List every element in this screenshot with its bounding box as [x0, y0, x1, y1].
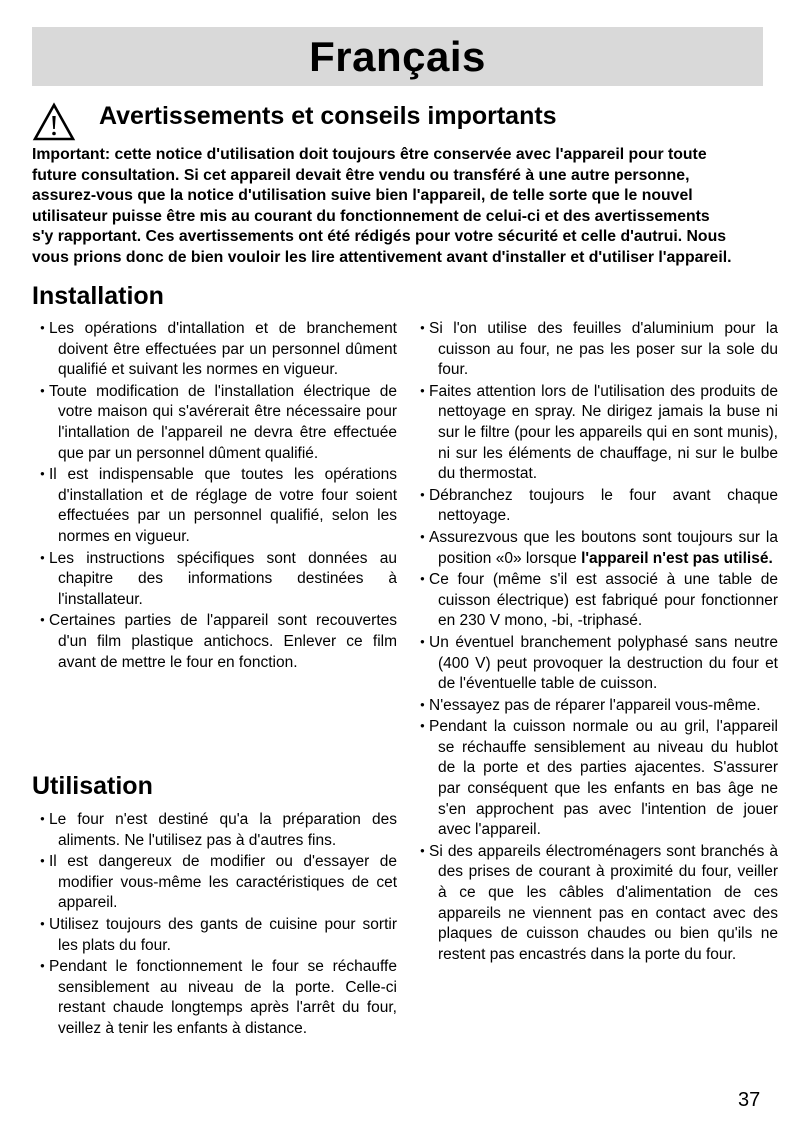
intro-line: future consultation. Si cet appareil devait être vendu ou transféré à une autre personne, [32, 166, 690, 184]
intro-line: vous prions donc de bien vouloir les lire attentivement avant d'installer et d'utiliser l'appareil. [32, 248, 732, 266]
intro-paragraph [32, 145, 778, 269]
intro-line: assurez-vous que la notice d'utilisation suive bien l'appareil, de telle sorte que le nouvel [32, 187, 693, 205]
list-item [412, 527, 778, 569]
list-item: ● Les opérations d'intallation et de branchement doivent être effectuées par un personnel dûment qualifié et suivant les normes en vigueur. [32, 318, 397, 381]
list-item: ● N'essayez pas de réparer l'appareil vous-même. [412, 695, 778, 717]
intro-line: s'y rapportant. Ces avertissements ont été rédigés pour votre sécurité et celle d'autrui. Nous [32, 228, 727, 246]
list-item: ● Il est dangereux de modifier ou d'essayer de modifier vous-même les caractéristiques de cet appareil. [32, 851, 397, 914]
list-item: ● Si des appareils électroménagers sont branchés à des prises de courant à proximité du four, veiller à ce que les câbles d'alimentation de ces appareils ne viennent pas en contact avec des plaques de cuisson chaudes ou bien qu'ils ne restent pas encastrés dans la porte du four. [412, 841, 778, 966]
list-item: ● Si l'on utilise des feuilles d'aluminium pour la cuisson au four, ne pas les poser sur la sole du four. [412, 318, 778, 381]
list-item: ● Pendant la cuisson normale ou au gril, l'appareil se réchauffe sensiblement au niveau du hublot de la porte et des parties ajacentes. S'assurer par conséquent que les enfants en bas âge ne s'en approchent pas avec l'intention de jouer avec l'appareil. [412, 716, 778, 841]
list-item: ● Le four n'est destiné qu'a la préparation des aliments. Ne l'utilisez pas à d'autres fins. [32, 809, 397, 851]
list-item: ● Débranchez toujours le four avant chaque nettoyage. [412, 485, 778, 527]
intro-line: Important: cette notice d'utilisation doit toujours être conservée avec l'appareil pour toute [32, 146, 707, 163]
list-item: ● Pendant le fonctionnement le four se réchauffe sensiblement au niveau de la porte. Celle-ci restant chaude longtemps après l'arrêt du four, veillez à tenir les enfants à distance. [32, 956, 397, 1039]
installation-heading: Installation [32, 282, 164, 310]
list-item: ● Faites attention lors de l'utilisation des produits de nettoyage en spray. Ne dirigez jamais la buse ni sur le filtre (pour les appareils qui en sont munis), ni sur les éléments de chauffage, ni sur le bulbe du thermostat. [412, 381, 778, 485]
page-number: 37 [738, 1089, 761, 1111]
list-item: ● Il est indispensable que toutes les opérations d'installation et de réglage de votre four soient effectuées par un personnel qualifié, selon les normes en vigueur. [32, 464, 397, 547]
list-item: ● Utilisez toujours des gants de cuisine pour sortir les plats du four. [32, 914, 397, 956]
utilisation-list [32, 809, 397, 1040]
list-item-text: Assurezvous que les boutons sont toujours sur la position «0» lorsque [429, 528, 778, 567]
list-item: ● Un éventuel branchement polyphasé sans neutre (400 V) peut provoquer la destruction du four et de l'éventuelle table de cuisson. [412, 632, 778, 695]
intro-line: utilisateur puisse être mis au courant du fonctionnement de celui-ci et des avertissements [32, 207, 710, 225]
utilisation-heading: Utilisation [32, 772, 153, 800]
warning-triangle-icon [32, 102, 76, 142]
list-item-emphasis: l'appareil n'est pas utilisé. [581, 549, 773, 567]
installation-list [32, 318, 397, 673]
warning-header [32, 100, 772, 142]
list-item: ● Certaines parties de l'appareil sont recouvertes d'un film plastique antichocs. Enlever ce film avant de mettre le four en fonction. [32, 610, 397, 673]
warning-heading: Avertissements et conseils importants [99, 102, 557, 130]
page-title: Français [309, 32, 486, 80]
list-item: ● Ce four (même s'il est associé à une table de cuisson électrique) est fabriqué pour fonctionner en 230 V mono, -bi, -triphasé. [412, 569, 778, 632]
right-column-list [412, 318, 778, 965]
list-item: ● Les instructions spécifiques sont données au chapitre des informations destinées à l'installateur. [32, 548, 397, 611]
language-banner [32, 27, 763, 86]
list-item: ● Toute modification de l'installation électrique de votre maison qui s'avérerait être nécessaire pour l'intallation de l'appareil ne devra être effectuée que par un personnel dûment qualifié. [32, 381, 397, 464]
